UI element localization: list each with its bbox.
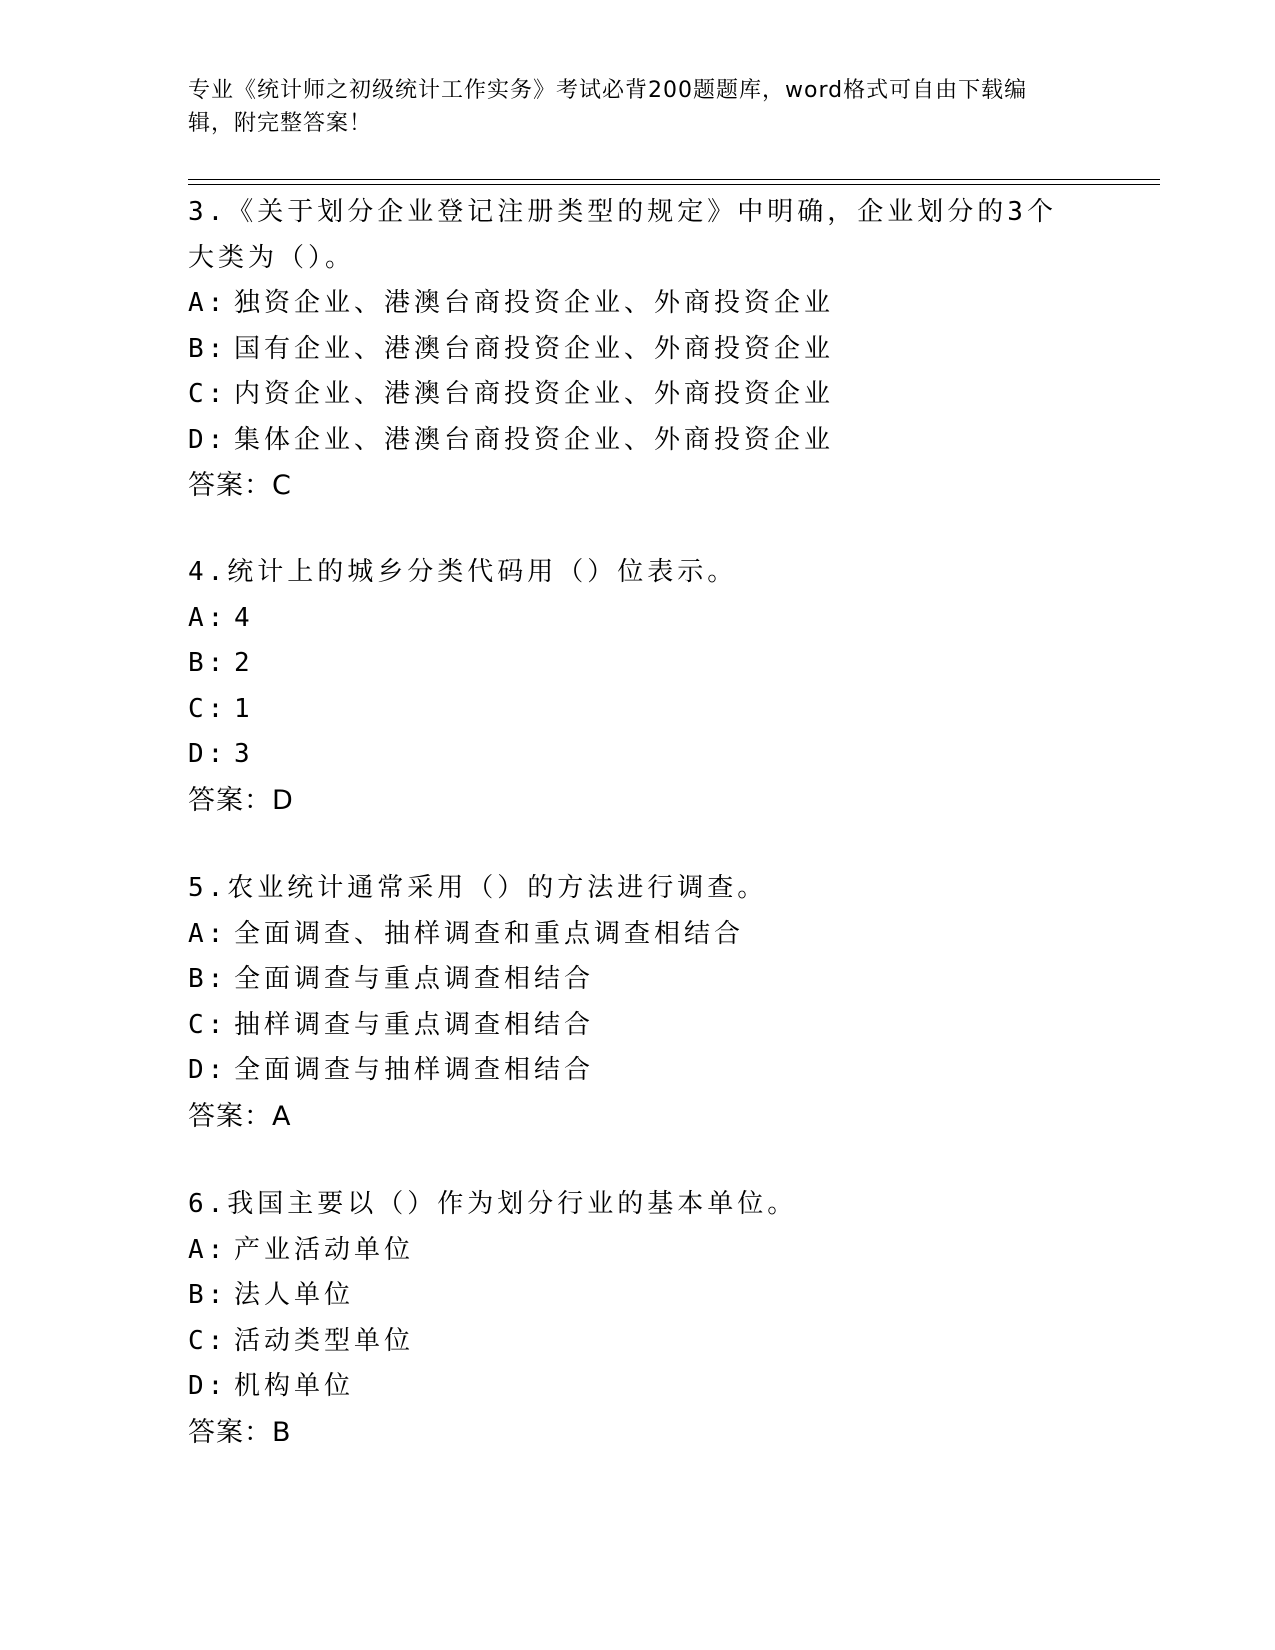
- option-text: 活动类型单位: [234, 1325, 415, 1356]
- question-block: [188, 866, 1088, 1139]
- option-letter: D:: [188, 424, 228, 455]
- option-letter: B:: [188, 648, 228, 678]
- option-row: [188, 281, 1088, 327]
- option-text: 2: [234, 648, 254, 678]
- option-row: [188, 1228, 1088, 1274]
- option-text: 内资企业、港澳台商投资企业、外商投资企业: [234, 379, 835, 409]
- answer-label: 答案：D: [188, 784, 294, 816]
- option-text: 全面调查与抽样调查相结合: [234, 1055, 595, 1085]
- option-letter: C:: [188, 1325, 228, 1356]
- option-text: 4: [234, 602, 254, 633]
- option-row: [188, 596, 1088, 642]
- option-letter: D:: [188, 1055, 228, 1085]
- option-row: [188, 372, 1088, 418]
- option-row: [188, 641, 1088, 687]
- header-divider-bottom: [188, 184, 1160, 185]
- option-row: [188, 1048, 1088, 1094]
- question-stem: 4.统计上的城乡分类代码用（）位表示。: [188, 557, 738, 587]
- option-letter: C:: [188, 379, 228, 409]
- option-text: 全面调查、抽样调查和重点调查相结合: [234, 918, 745, 949]
- option-letter: A:: [188, 1234, 228, 1265]
- option-letter: C:: [188, 693, 228, 724]
- option-text: 集体企业、港澳台商投资企业、外商投资企业: [234, 424, 835, 455]
- option-text: 国有企业、港澳台商投资企业、外商投资企业: [234, 333, 835, 364]
- option-row: [188, 327, 1088, 373]
- question-stem: 3.《关于划分企业登记注册类型的规定》中明确，企业划分的3个大类为（）。: [188, 197, 1057, 273]
- option-text: 抽样调查与重点调查相结合: [234, 1009, 595, 1040]
- answer-label: 答案：B: [188, 1416, 292, 1448]
- question-stem: 5.农业统计通常采用（）的方法进行调查。: [188, 873, 768, 903]
- option-row: [188, 418, 1088, 464]
- question-stem: 6.我国主要以（）作为划分行业的基本单位。: [188, 1189, 798, 1219]
- option-letter: B:: [188, 333, 228, 364]
- option-text: 1: [234, 693, 254, 724]
- option-text: 机构单位: [234, 1371, 355, 1401]
- question-block: [188, 190, 1088, 509]
- answer-label: 答案：C: [188, 470, 292, 501]
- option-letter: A:: [188, 288, 228, 318]
- option-row: [188, 1003, 1088, 1049]
- option-text: 3: [234, 739, 254, 769]
- question-block: [188, 1182, 1088, 1455]
- document-header: 专业《统计师之初级统计工作实务》考试必背200题题库，word格式可自由下载编辑，附完整答案！: [188, 78, 1028, 136]
- option-letter: A:: [188, 602, 228, 633]
- option-letter: B:: [188, 964, 228, 994]
- option-row: [188, 957, 1088, 1003]
- option-row: [188, 1364, 1088, 1410]
- option-text: 独资企业、港澳台商投资企业、外商投资企业: [234, 288, 835, 318]
- answer-label: 答案：A: [188, 1100, 292, 1132]
- option-text: 法人单位: [234, 1280, 355, 1310]
- option-row: [188, 1273, 1088, 1319]
- option-row: [188, 732, 1088, 778]
- option-text: 产业活动单位: [234, 1234, 415, 1265]
- option-text: 全面调查与重点调查相结合: [234, 964, 595, 994]
- option-letter: B:: [188, 1280, 228, 1310]
- header-divider-top: [188, 179, 1160, 180]
- option-row: [188, 912, 1088, 958]
- option-letter: A:: [188, 918, 228, 949]
- question-block: [188, 550, 1088, 823]
- option-letter: C:: [188, 1009, 228, 1040]
- option-letter: D:: [188, 1371, 228, 1401]
- option-row: [188, 687, 1088, 733]
- option-letter: D:: [188, 739, 228, 769]
- option-row: [188, 1319, 1088, 1365]
